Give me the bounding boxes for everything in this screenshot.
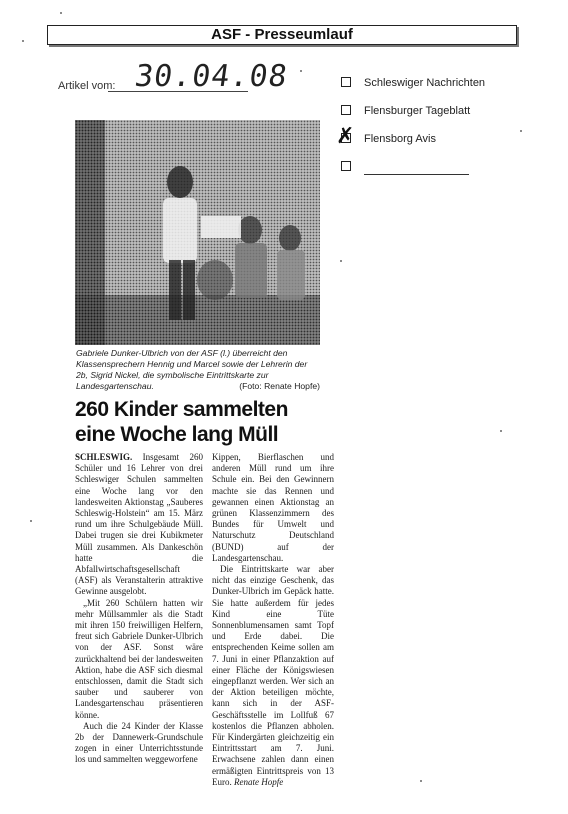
handwritten-x-mark-icon: ✗ xyxy=(336,124,355,150)
newspaper-option-sn[interactable] xyxy=(341,75,485,91)
article-column-2 xyxy=(212,452,334,788)
scan-speck xyxy=(500,430,502,432)
photo-caption xyxy=(76,348,320,392)
scan-speck xyxy=(340,260,342,262)
checkbox-icon[interactable] xyxy=(341,105,351,115)
paragraph: Kippen, Bierflaschen und anderen Müll rund um ihre Schule ein. Bei den Gewinnern machte sie das Rennen und gewannen einen Aktionstag an grünen Klassenzimmern des Bundes für Umwelt und Naturschutz Deutschland (BUND) auf der Landesgartenschau. xyxy=(212,452,334,563)
paragraph: Auch die 24 Kinder der Klasse 2b der Dannewerk-Grundschule zogen in einer Unterrichtsstunde los und sammelten weggeworfene xyxy=(75,720,203,765)
newspaper-name: Schleswiger Nachrichten xyxy=(364,77,486,89)
author-name: Renate Hopfe xyxy=(234,776,284,787)
scan-speck xyxy=(520,130,522,132)
paragraph xyxy=(212,564,334,788)
article-headline: 260 Kinder sammelten eine Woche lang Müll xyxy=(75,398,288,446)
paragraph-text: Die Eintrittskarte war aber nicht das einzige Geschenk, das Dunker-Ulbrich im Gepäck hatte. Sie hatte außerdem für jedes Kind eine Tüte Sonnenblumensamen samt Topf und Erde dabei. Die entsprechenden Keime sollen am 7. Juni in einer Pflanzaktion auf einer Fläche der Königswiesen eingepflanzt werden. Wer sich an der Aktion beteiligen möchte, kann sich in der ASF-Geschäftsstelle im Lollfuß 67 kostenlos die Pflanzen abholen. Für Kindergärten gleichzeitig ein Eintrittsstart am 7. Juni. Erwachsene zahlen dann einen ermäßigten Eintrittspreis von 13 Euro. xyxy=(212,564,334,787)
photo-credit: (Foto: Renate Hopfe) xyxy=(239,381,320,391)
article-date-label: Artikel vom: xyxy=(58,80,116,92)
scan-speck xyxy=(30,520,32,522)
scan-speck xyxy=(22,40,24,42)
scan-speck xyxy=(60,12,62,14)
article-column-1 xyxy=(75,452,203,766)
paragraph-text: Insgesamt 260 Schüler und 16 Lehrer von drei Schleswiger Schulen sammelten eine Woche lang vor den landesweiten Aktionstag „Sauberes Schleswig-Holstein“ am 15. März rund um ihre Schulgebäude Müll. Dabei trugen sie drei Kubikmeter Müll zusammen. Als Dankeschön hatte die Abfallwirtschaftsgesellschaft (ASF) als Veranstalterin attraktive Gewinne ausgelobt. xyxy=(75,452,203,597)
scan-speck xyxy=(420,780,422,782)
newspaper-name: Flensburger Tageblatt xyxy=(364,105,471,117)
checkbox-icon[interactable] xyxy=(341,161,351,171)
article-date-handwritten: 30.04.08 xyxy=(132,59,291,94)
checkbox-icon[interactable] xyxy=(341,77,351,87)
newspaper-option-ft[interactable] xyxy=(341,103,470,119)
checkbox-checked-icon[interactable] xyxy=(336,124,355,150)
newspaper-option-fa[interactable] xyxy=(336,124,436,150)
header-banner: ASF - Presseumlauf xyxy=(47,25,517,45)
scan-speck xyxy=(300,70,302,72)
paragraph xyxy=(75,452,203,598)
paragraph: „Mit 260 Schülern hatten wir mehr Müllsammler als die Stadt mit ihren 150 freiwilligen Helfern, freut sich Gabriele Dunker-Ulbrich von der ASF. Sonst wäre zurückhaltend bei der landesweiten Aktion, habe die ASF sich diesmal entschlossen, damit die Stadt sich sauber und sauberer von Landesgartenschau präsentieren könne. xyxy=(75,597,203,720)
caption-text: Gabriele Dunker-Ulbrich von der ASF (l.) überreicht den Klassensprechern Hennig und Marcel sowie der Lehrerin der 2b, Sigrid Nickel, die symbolische Eintrittskarte zur Landesgartenschau. xyxy=(76,348,308,391)
blank-entry-line xyxy=(364,164,469,175)
newspaper-option-other[interactable] xyxy=(341,159,469,175)
newspaper-name: Flensborg Avis xyxy=(364,133,436,145)
dateline: SCHLESWIG. xyxy=(75,452,133,462)
article-photo xyxy=(75,120,320,345)
